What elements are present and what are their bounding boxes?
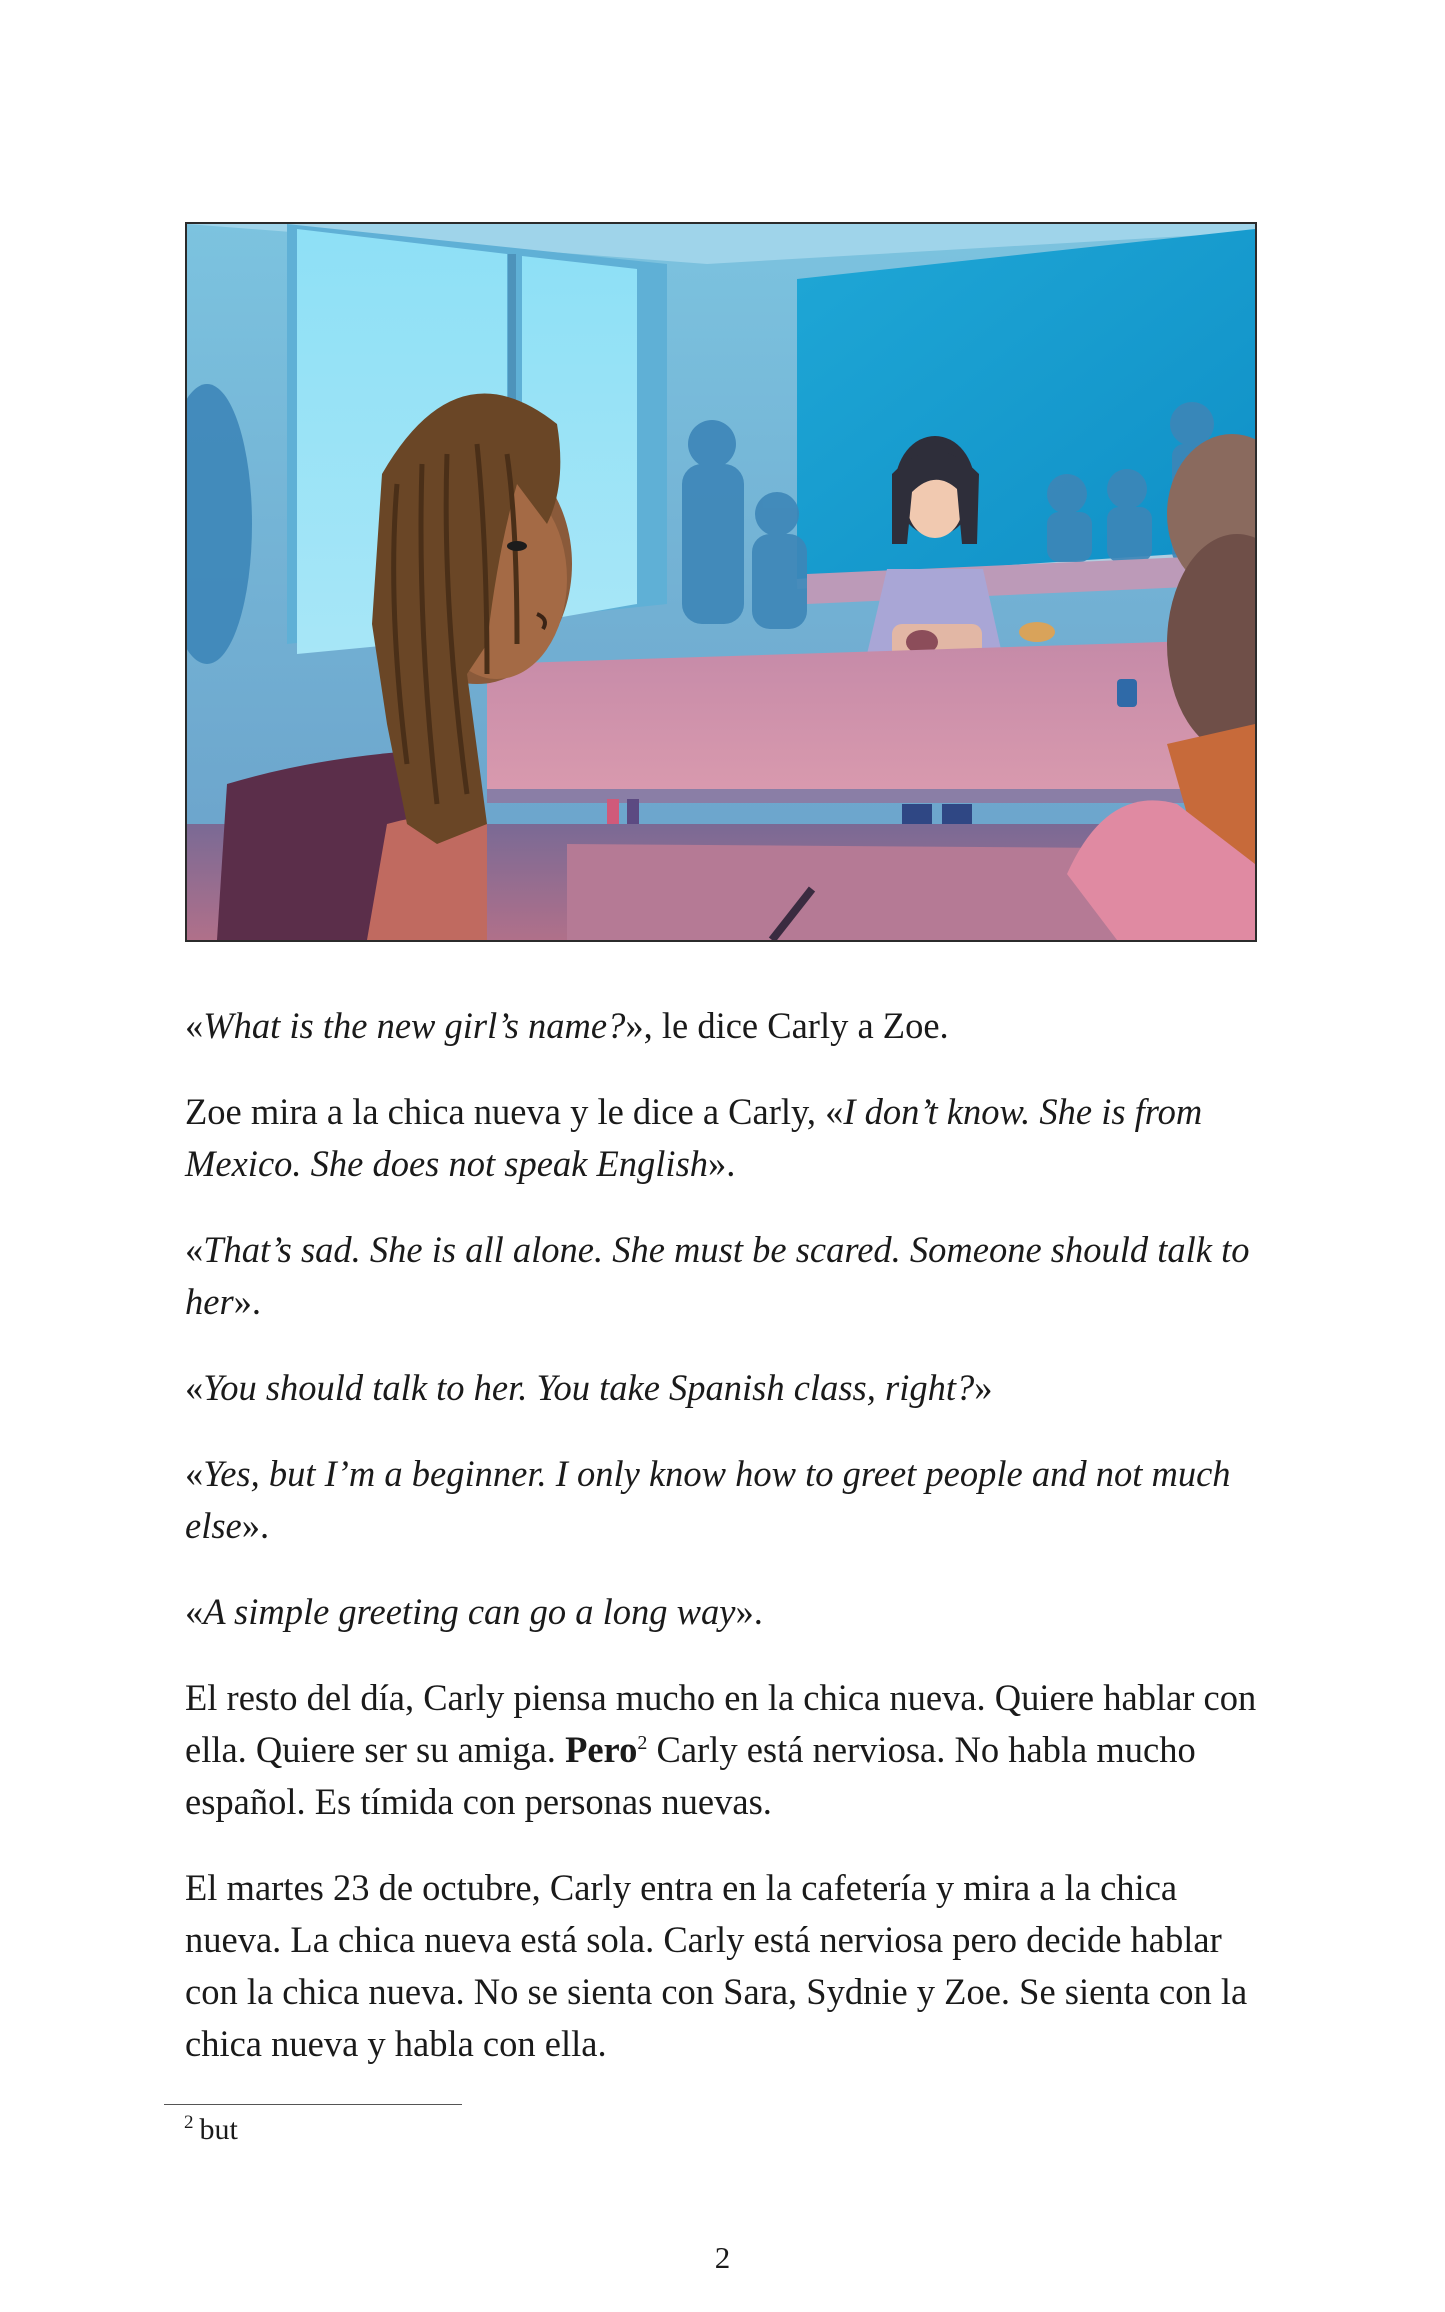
text-segment: You should talk to her. You take Spanish class, right? [203,1367,975,1408]
text-segment: A simple greeting can go a long way [203,1591,736,1632]
story-paragraph [185,1362,1265,1414]
classroom-illustration [185,222,1257,942]
footnote-reference: 2 [637,1731,648,1754]
text-segment: That’s sad. She is all alone. She must be scared. Someone should talk to her [185,1229,1250,1322]
text-segment: ». [708,1143,736,1184]
classroom-scene [187,224,1255,940]
text-segment: ». [233,1281,262,1322]
story-paragraph [185,1672,1265,1828]
text-segment: ». [241,1505,270,1546]
footnote-number: 2 [184,2112,194,2133]
text-segment: Carly está nerviosa. No habla mucho español. Es tímida con personas nuevas. [185,1729,1196,1822]
footnote [184,2110,238,2150]
text-segment: What is the new girl’s name? [203,1005,626,1046]
story-paragraph [185,1586,1265,1638]
footnote-divider [164,2104,462,2105]
text-segment: ». [735,1591,763,1632]
story-paragraph [185,1862,1265,2070]
text-segment: » [974,1367,993,1408]
page-number: 2 [714,2240,731,2275]
story-paragraph [185,1448,1265,1552]
story-text [185,1000,1265,2104]
story-paragraph [185,1000,1265,1052]
text-segment: El resto del día, Carly piensa mucho en la chica nueva. Quiere hablar con ella. Quiere ser su amiga. [185,1677,1257,1770]
text-segment: I don’t know. She is from Mexico. She does not speak English [185,1091,1203,1184]
text-segment: El martes 23 de octubre, Carly entra en la cafetería y mira a la chica nueva. La chica nueva está sola. Carly está nerviosa pero decide hablar con la chica nueva. No se sienta con Sara, Sydnie y Zoe. Se sienta con la chica nueva y habla con ella. [185,1867,1248,2064]
story-paragraph [185,1224,1265,1328]
text-segment: « [185,1229,204,1270]
text-segment: », le dice Carly a Zoe. [625,1005,949,1046]
text-segment: Zoe mira a la chica nueva y le dice a Carly, « [185,1091,844,1132]
text-segment: « [185,1591,204,1632]
footnote-text: but [199,2113,238,2146]
text-segment: « [185,1367,204,1408]
story-paragraph [185,1086,1265,1190]
text-segment: Pero [565,1729,638,1770]
text-segment: Yes, but I’m a beginner. I only know how to greet people and not much else [185,1453,1231,1546]
text-segment: « [185,1453,204,1494]
text-segment: « [185,1005,204,1046]
